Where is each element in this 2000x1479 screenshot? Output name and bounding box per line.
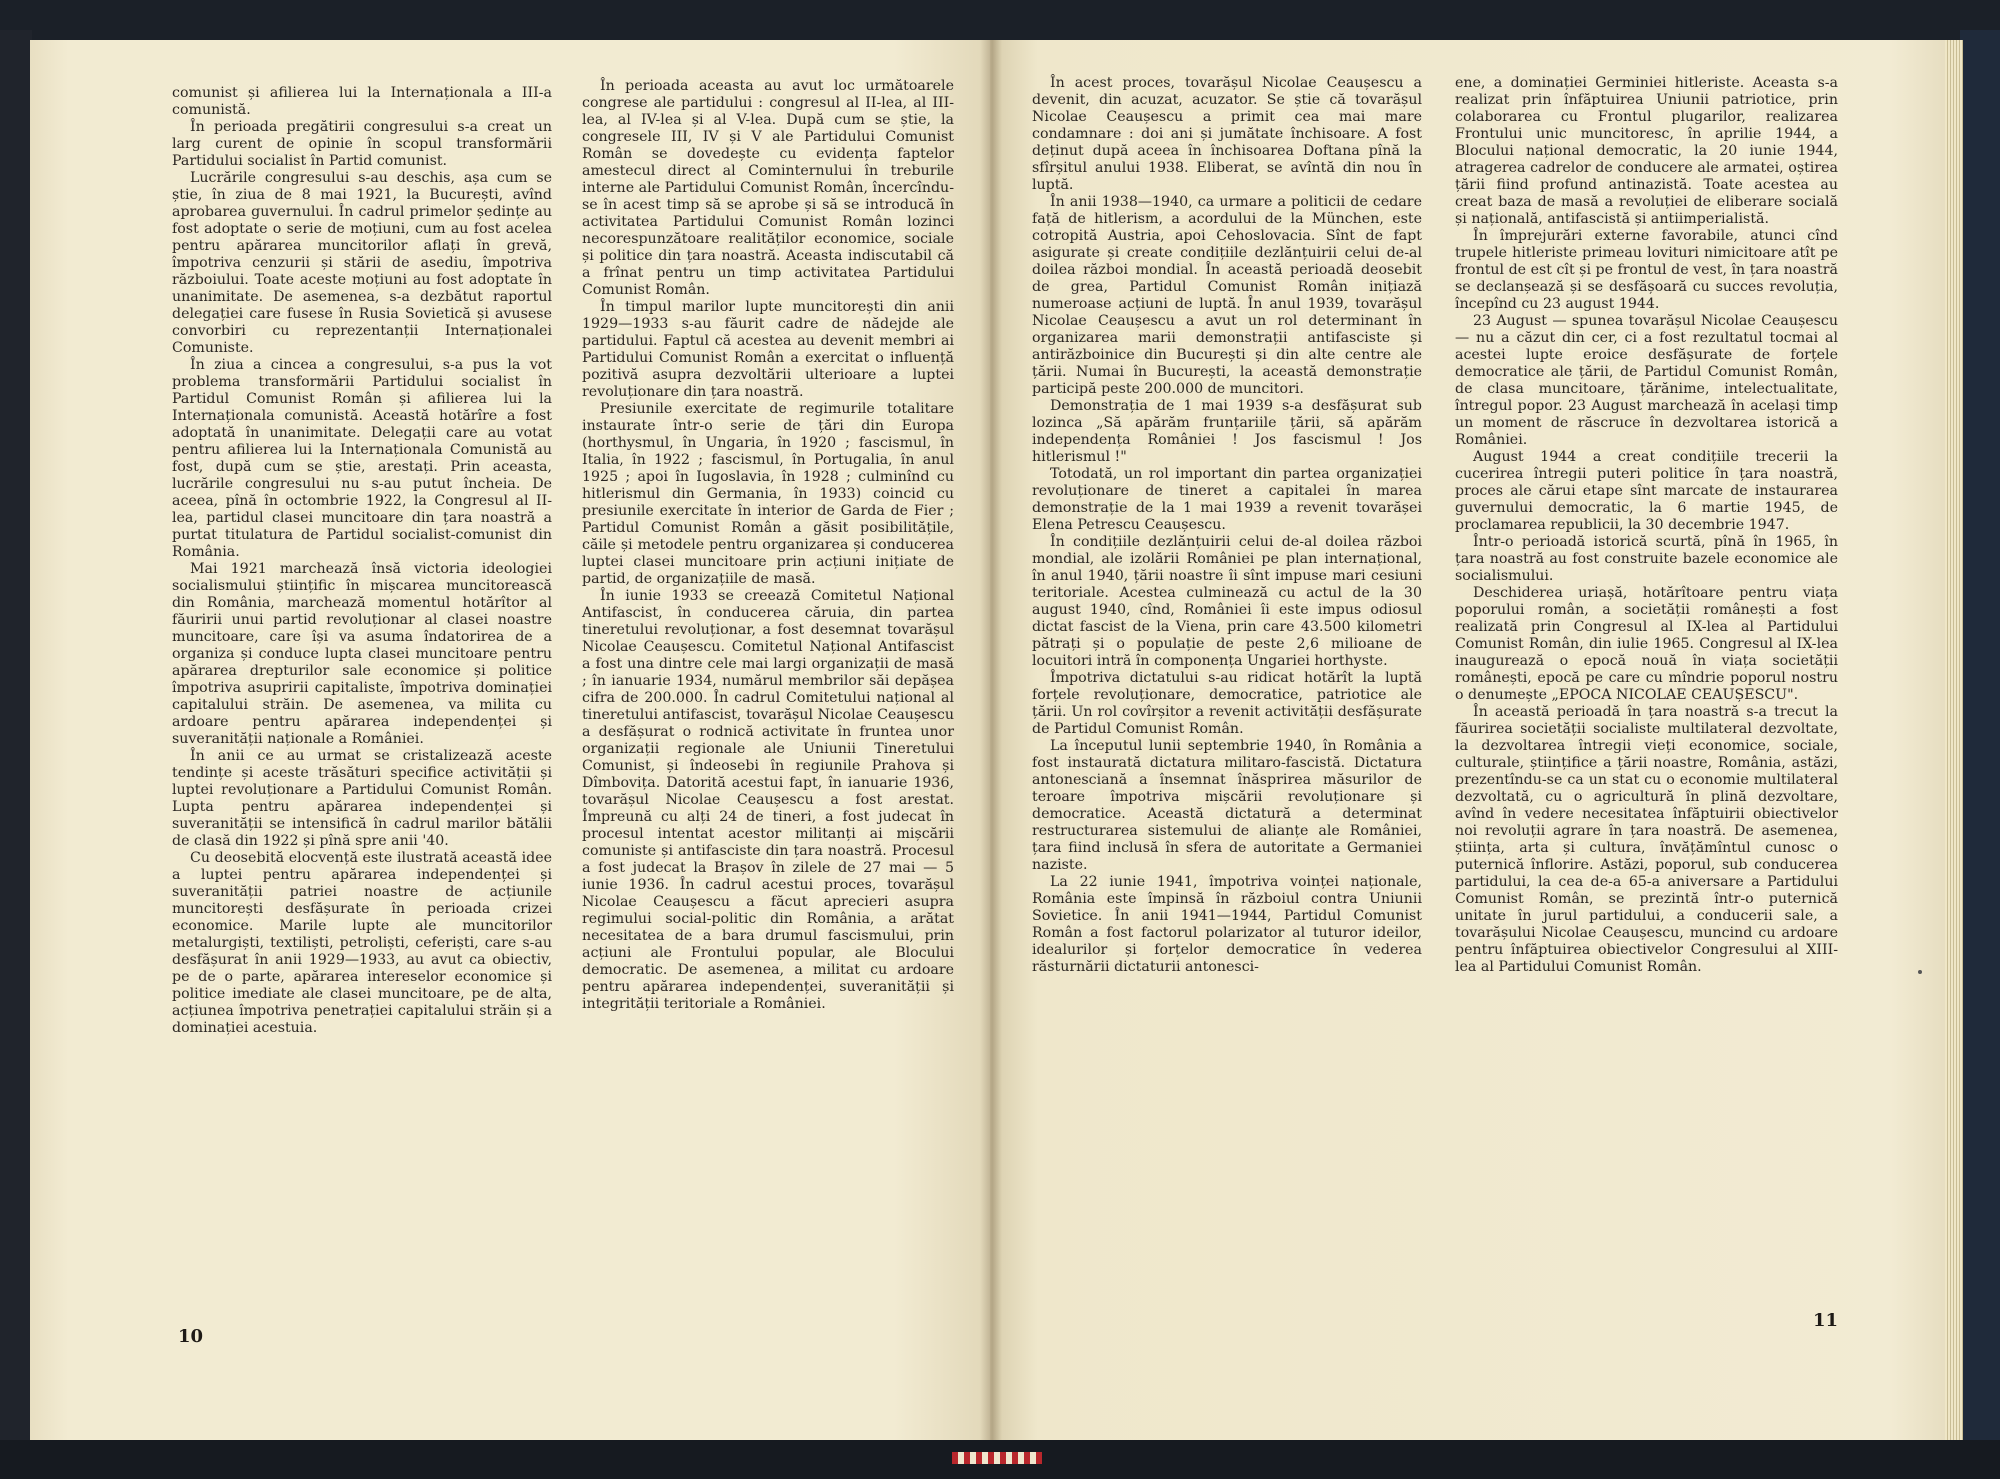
paragraph: Împotriva dictatului s-au ridicat hotărît la luptă forțele revoluționare, democratice, patriotice ale țării. Un rol covîrșitor a revenit activității desfășurate de Partidul Comunist Român.: [1032, 670, 1422, 737]
paragraph: ene, a dominației Germiniei hitleriste. Aceasta s-a realizat prin înfăptuirea Uniunii patriotice, prin colaborarea cu Frontul plugarilor, realizarea Frontului unic muncitoresc, în aprilie 1944, a Blocului național democratic, la 20 iunie 1944, atragerea cadrelor de conducere ale armatei, oștirea țării fiind profund antinazistă. Toate acestea au creat baza de masă a revoluției de eliberare socială și națională, antifascistă și antiimperialistă.: [1455, 75, 1838, 227]
paragraph: În perioada aceasta au avut loc următoarele congrese ale partidului : congresul al II-lea, al III-lea, al IV-lea și al V-lea. După cum se știe, la congresele III, IV și V ale Partidului Comunist Român se dovedește cu evidența faptelor amestecul direct al Cominternului în treburile interne ale Partidului Comunist Român, încercîndu-se în acest timp să se aprobe și să se introducă în activitatea Partidului Comunist Român lozinci necorespunzătoare realităților economice, sociale și politice din țara noastră. Aceasta indiscutabil că a frînat pentru un timp activitatea Partidului Comunist Român.: [582, 78, 954, 298]
book-cover-top-edge: [0, 0, 2000, 40]
paragraph: 23 August — spunea tovarășul Nicolae Ceaușescu — nu a căzut din cer, ci a fost rezultatul tocmai al acestei lupte eroice desfășurate de forțele democratice ale țării, de Partidul Comunist Român, de clasa muncitoare, țărănime, intelectualitate, întregul popor. 23 August marchează în același timp un moment de răscruce în dezvoltarea istorică a României.: [1455, 313, 1838, 448]
print-speck: [1918, 970, 1922, 974]
paragraph: În împrejurări externe favorabile, atunci cînd trupele hitleriste primeau lovituri nimicitoare atît pe frontul de est cît și pe frontul de vest, în țara noastră se declanșează și se desfășoară cu succes revoluția, începînd cu 23 august 1944.: [1455, 228, 1838, 312]
book-cover-left-edge: [0, 30, 32, 1479]
paragraph: Totodată, un rol important din partea organizației revoluționare de tineret a capitalei în marea demonstrație de la 1 mai 1939 a revenit tovarășei Elena Petrescu Ceaușescu.: [1032, 466, 1422, 533]
paragraph: În anii 1938—1940, ca urmare a politicii de cedare față de hitlerism, a acordului de la München, este cotropită Austria, apoi Cehoslovacia. Sînt de fapt asigurate și create condițiile dezlănțuirii celui de-al doilea război mondial. În această perioadă deosebit de grea, Partidul Comunist Român inițiază numeroase acțiuni de luptă. În anul 1939, tovarășul Nicolae Ceaușescu a avut un rol determinant în organizarea marii demonstrații antifasciste și antirăzboinice din București și din alte centre ale țării. Numai în București, la această demonstrație participă peste 200.000 de muncitori.: [1032, 194, 1422, 397]
right-page-column-1: [1032, 75, 1422, 976]
left-page-column-1: [172, 85, 552, 1037]
binding-headband: [952, 1452, 1042, 1464]
paragraph: În această perioadă în țara noastră s-a trecut la făurirea societății socialiste multilateral dezvoltate, la dezvoltarea întregii vieți economice, sociale, culturale, științifice a țării noastre, România, astăzi, prezentîndu-se ca un stat cu o economie multilateral dezvoltată, cu o agricultură în plină dezvoltare, avînd în vedere necesitatea înfăptuirii obiectivelor noi revoluții agrare în țara noastră. De asemenea, știința, arta și cultura, învățămîntul cunosc o puternică înflorire. Astăzi, poporul, sub conducerea partidului, la cea de-a 65-a aniversare a Partidului Comunist Român, se prezintă într-o puternică unitate în jurul partidului, a conducerii sale, a tovarășului Nicolae Ceaușescu, muncind cu ardoare pentru înfăptuirea obiectivelor Congresului al XIII-lea al Partidului Comunist Român.: [1455, 704, 1838, 975]
paragraph: În acest proces, tovarășul Nicolae Ceaușescu a devenit, din acuzat, acuzator. Se știe că tovarășul Nicolae Ceaușescu a primit cea mai mare condamnare : doi ani și jumătate închisoare. A fost deținut după aceea în închisoarea Doftana pînă la sfîrșitul anului 1938. Eliberat, se avîntă din nou în luptă.: [1032, 75, 1422, 193]
paragraph: Într-o perioadă istorică scurtă, pînă în 1965, în țara noastră au fost construite bazele economice ale socialismului.: [1455, 534, 1838, 584]
paragraph: În condițiile dezlănțuirii celui de-al doilea război mondial, ale izolării României pe plan internațional, în anul 1940, țării noastre îi sînt impuse mari cesiuni teritoriale. Acestea culminează cu actul de la 30 august 1940, cînd, României îi este impus odiosul dictat fascist de la Viena, prin care 43.500 kilometri pătrați și o populație de peste 2,6 milioane de locuitori intră în componența Ungariei horthyste.: [1032, 534, 1422, 669]
paragraph: comunist și afilierea lui la Internaționala a III-a comunistă.: [172, 85, 552, 118]
book-gutter: [980, 40, 1002, 1450]
paragraph: Lucrările congresului s-au deschis, așa cum se știe, în ziua de 8 mai 1921, la București, avînd aprobarea guvernului. În cadrul primelor ședințe au fost adoptate o serie de moțiuni, cum au fost acelea pentru apărarea muncitorilor aflați în grevă, împotriva cenzurii și stării de asediu, împotriva războiului. Toate aceste moțiuni au fost adoptate în unanimitate. De asemenea, s-a dezbătut raportul delegației care fusese în Rusia Sovietică și avusese convorbiri cu reprezentanții Internaționalei Comuniste.: [172, 170, 552, 356]
paragraph: Demonstrația de 1 mai 1939 s-a desfășurat sub lozinca „Să apărăm frunțariile țării, să apărăm independența României ! Jos fascismul ! Jos hitlerismul !": [1032, 398, 1422, 465]
paragraph: Presiunile exercitate de regimurile totalitare instaurate într-o serie de țări din Europa (horthysmul, în Ungaria, în 1920 ; fascismul, în Italia, în 1922 ; fascismul, în Portugalia, în anul 1925 ; apoi în Iugoslavia, în 1928 ; culminînd cu hitlerismul din Germania, în 1933) coincid cu presiunile exercitate în interior de Garda de Fier ; Partidul Comunist Român a găsit posibilitățile, căile și metodele pentru organizarea și conducerea luptei clasei muncitoare prin acțiuni inițiate de partid, de organizațiile de masă.: [582, 401, 954, 587]
page-number-left: 10: [178, 1326, 204, 1347]
paragraph: Deschiderea uriașă, hotărîtoare pentru viața poporului român, a societății românești a fost realizată prin Congresul al IX-lea al Partidului Comunist Român, din iulie 1965. Congresul al IX-lea inaugurează o epocă nouă în viața societății românești, epocă pe care cu mîndrie poporul nostru o denumește „EPOCA NICOLAE CEAUȘESCU".: [1455, 585, 1838, 703]
paragraph: Mai 1921 marchează însă victoria ideologiei socialismului științific în mișcarea muncitorească din România, marchează momentul hotărîtor al făuririi unui partid revoluționar al clasei noastre muncitoare, care își va asuma îndatorirea de a organiza și conduce lupta clasei muncitoare pentru apărarea drepturilor sale economice și politice împotriva asupririi capitaliste, împotriva dominației capitalului străin. De asemenea, va milita cu ardoare pentru apărarea independenței și suveranității naționale a României.: [172, 561, 552, 747]
paragraph: În anii ce au urmat se cristalizează aceste tendințe și aceste trăsături specifice activității și luptei revoluționare a Partidului Comunist Român. Lupta pentru apărarea independenței și suveranității se intensifică în cadrul marilor bătălii de clasă din 1922 și pînă spre anii '40.: [172, 748, 552, 849]
paragraph: La începutul lunii septembrie 1940, în România a fost instaurată dictatura militaro-fascistă. Dictatura antonesciană a însemnat înăsprirea măsurilor de teroare împotriva mișcării revoluționare și democratice. Această dictatură a determinat restructurarea sistemului de alianțe ale României, țara fiind inclusă în sfera de autoritate a Germaniei naziste.: [1032, 738, 1422, 873]
book-cover-right-edge: [1960, 30, 2000, 1479]
paragraph: În timpul marilor lupte muncitorești din anii 1929—1933 s-au făurit cadre de nădejde ale partidului. Faptul că acestea au devenit membri ai Partidului Comunist Român a exercitat o influență pozitivă asupra dezvoltării ulterioare a luptei revoluționare din țara noastră.: [582, 299, 954, 400]
left-page-column-2: [582, 78, 954, 1013]
page-number-right: 11: [1813, 1310, 1839, 1331]
paragraph: În perioada pregătirii congresului s-a creat un larg curent de opinie în scopul transformării Partidului socialist în Partid comunist.: [172, 119, 552, 169]
page-stack-edge: [1945, 40, 1963, 1460]
paragraph: La 22 iunie 1941, împotriva voinței naționale, România este împinsă în războiul contra Uniunii Sovietice. În anii 1941—1944, Partidul Comunist Român a fost factorul polarizator al tuturor ideilor, idealurilor și forțelor democratice în vederea răsturnării dictaturii antonesci-: [1032, 874, 1422, 975]
paragraph: Cu deosebită elocvență este ilustrată această idee a luptei pentru apărarea independenței și suveranității patriei noastre de acțiunile muncitorești desfășurate în perioada crizei economice. Marile lupte ale muncitorilor metalurgiști, textiliști, petroliști, ceferiști, care s-au desfășurat în anii 1929—1933, au avut ca obiectiv, pe de o parte, apărarea intereselor economice și politice imediate ale clasei muncitoare, pe de alta, acțiunea împotriva penetrației capitalului străin și a dominației acestuia.: [172, 850, 552, 1036]
right-page-column-2: [1455, 75, 1838, 976]
paragraph: August 1944 a creat condițiile trecerii la cucerirea întregii puteri politice în țara noastră, proces ale cărui etape sînt marcate de instaurarea guvernului democratic, la 6 martie 1945, de proclamarea republicii, la 30 decembrie 1947.: [1455, 449, 1838, 533]
paragraph: În iunie 1933 se creează Comitetul Național Antifascist, în conducerea căruia, din partea tineretului revoluționar, a fost desemnat tovarășul Nicolae Ceaușescu. Comitetul Național Antifascist a fost una dintre cele mai largi organizații de masă ; în ianuarie 1934, numărul membrilor săi depășea cifra de 200.000. În cadrul Comitetului național al tineretului antifascist, tovarășul Nicolae Ceaușescu a desfășurat o rodnică activitate în fruntea unor organizații regionale ale Uniunii Tineretului Comunist, și îndeosebi în regiunile Prahova și Dîmbovița. Datorită acestui fapt, în ianuarie 1936, tovarășul Nicolae Ceaușescu a fost arestat. Împreună cu alți 24 de tineri, a fost judecat în procesul intentat acestor militanți ai mișcării comuniste și antifasciste din țara noastră. Procesul a fost judecat la Brașov în zilele de 27 mai — 5 iunie 1936. În cadrul acestui proces, tovarășul Nicolae Ceaușescu a făcut aprecieri asupra regimului social-politic din România, a arătat necesitatea de a bara drumul fascismului, prin acțiuni ale Frontului popular, ale Blocului democratic. De asemenea, a militat cu ardoare pentru apărarea independenței, suveranității și integrității teritoriale a României.: [582, 588, 954, 1012]
paragraph: În ziua a cincea a congresului, s-a pus la vot problema transformării Partidului socialist în Partidul Comunist Român și afilierea lui la Internaționala comunistă. Această hotărîre a fost adoptată în unanimitate. Delegații care au votat pentru afilierea lui la Internaționala Comunistă au fost, după cum se știe, arestați. Prin aceasta, lucrările congresului nu s-au putut încheia. De aceea, pînă în octombrie 1922, la Congresul al II-lea, partidul clasei muncitoare din țara noastră a purtat titulatura de Partidul socialist-comunist din România.: [172, 357, 552, 560]
